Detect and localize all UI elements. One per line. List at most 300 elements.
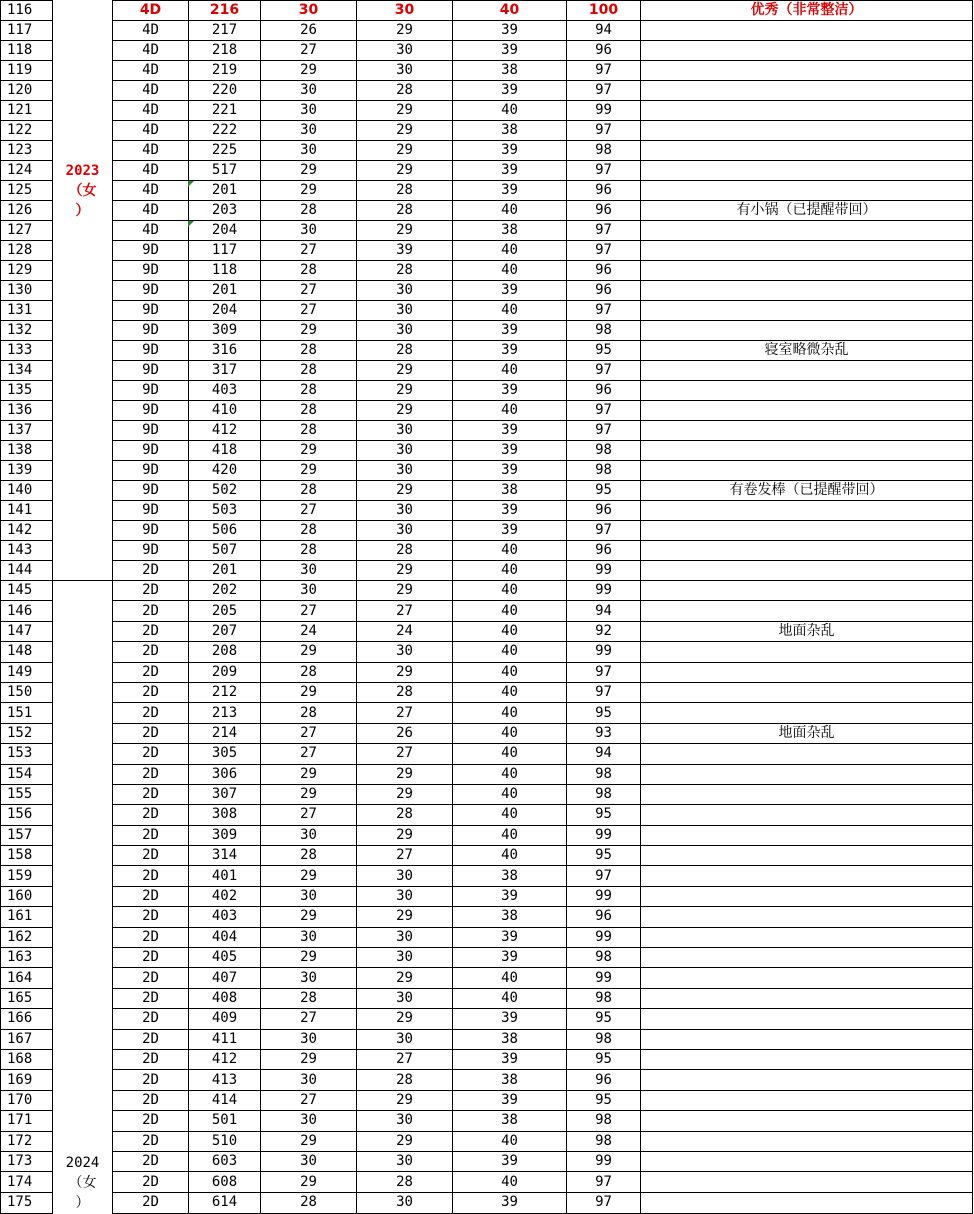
total-cell[interactable]: 94 [567, 744, 641, 764]
row-number-cell[interactable]: 165 [1, 988, 53, 1008]
building-cell[interactable]: 2D [113, 601, 189, 621]
row-number-cell[interactable]: 121 [1, 101, 53, 121]
building-cell[interactable]: 9D [113, 261, 189, 281]
score-a-cell[interactable]: 29 [261, 321, 357, 341]
score-b-cell[interactable]: 30 [357, 1111, 453, 1131]
building-cell[interactable]: 9D [113, 241, 189, 261]
score-c-cell[interactable]: 39 [453, 321, 567, 341]
building-cell[interactable]: 9D [113, 321, 189, 341]
score-b-cell[interactable]: 30 [357, 461, 453, 481]
score-c-cell[interactable]: 40 [453, 825, 567, 845]
building-cell[interactable]: 2D [113, 1172, 189, 1192]
score-b-cell[interactable]: 30 [357, 421, 453, 441]
total-cell[interactable]: 98 [567, 461, 641, 481]
remark-cell[interactable] [641, 361, 973, 381]
remark-cell[interactable] [641, 846, 973, 866]
remark-cell[interactable] [641, 825, 973, 845]
room-cell[interactable]: 309 [189, 321, 261, 341]
score-a-cell[interactable]: 28 [261, 201, 357, 221]
room-cell[interactable]: 412 [189, 421, 261, 441]
score-b-cell[interactable]: 39 [357, 241, 453, 261]
score-a-cell[interactable]: 27 [261, 1090, 357, 1110]
total-cell[interactable]: 95 [567, 481, 641, 501]
score-c-cell[interactable]: 39 [453, 181, 567, 201]
remark-cell[interactable] [641, 948, 973, 968]
room-cell[interactable]: 221 [189, 101, 261, 121]
score-b-cell[interactable]: 29 [357, 825, 453, 845]
score-b-cell[interactable]: 29 [357, 221, 453, 241]
room-cell[interactable]: 407 [189, 968, 261, 988]
room-cell[interactable]: 409 [189, 1009, 261, 1029]
total-cell[interactable]: 97 [567, 421, 641, 441]
score-a-cell[interactable]: 30 [261, 927, 357, 947]
remark-cell[interactable] [641, 121, 973, 141]
remark-cell[interactable] [641, 1151, 973, 1171]
score-c-cell[interactable]: 40 [453, 703, 567, 723]
remark-cell[interactable] [641, 61, 973, 81]
score-a-cell[interactable]: 29 [261, 948, 357, 968]
remark-cell[interactable]: 地面杂乱 [641, 621, 973, 641]
total-cell[interactable]: 97 [567, 662, 641, 682]
score-a-cell[interactable]: 28 [261, 261, 357, 281]
remark-cell[interactable] [641, 1192, 973, 1213]
row-number-cell[interactable]: 123 [1, 141, 53, 161]
building-cell[interactable]: 9D [113, 461, 189, 481]
building-cell[interactable]: 2D [113, 886, 189, 906]
remark-cell[interactable] [641, 541, 973, 561]
room-cell[interactable]: 201 [189, 181, 261, 201]
remark-cell[interactable] [641, 561, 973, 581]
score-a-cell[interactable]: 27 [261, 501, 357, 521]
total-cell[interactable]: 96 [567, 501, 641, 521]
room-cell[interactable]: 517 [189, 161, 261, 181]
score-c-cell[interactable]: 39 [453, 1049, 567, 1069]
total-cell[interactable]: 94 [567, 21, 641, 41]
score-b-cell[interactable]: 29 [357, 161, 453, 181]
total-cell[interactable]: 97 [567, 682, 641, 702]
score-c-cell[interactable]: 39 [453, 381, 567, 401]
row-number-cell[interactable]: 157 [1, 825, 53, 845]
row-number-cell[interactable]: 135 [1, 381, 53, 401]
score-c-cell[interactable]: 40 [453, 601, 567, 621]
room-cell[interactable]: 403 [189, 907, 261, 927]
remark-cell[interactable] [641, 141, 973, 161]
score-a-cell[interactable]: 27 [261, 1009, 357, 1029]
remark-cell[interactable] [641, 401, 973, 421]
score-c-cell[interactable]: 38 [453, 1111, 567, 1131]
score-c-cell[interactable]: 39 [453, 441, 567, 461]
score-c-cell[interactable]: 40 [453, 401, 567, 421]
score-c-cell[interactable]: 40 [453, 988, 567, 1008]
row-number-cell[interactable]: 132 [1, 321, 53, 341]
score-a-cell[interactable]: 28 [261, 381, 357, 401]
score-a-cell[interactable]: 28 [261, 662, 357, 682]
building-cell[interactable]: 2D [113, 907, 189, 927]
room-cell[interactable]: 502 [189, 481, 261, 501]
remark-cell[interactable] [641, 744, 973, 764]
remark-cell[interactable]: 有小锅（已提醒带回） [641, 201, 973, 221]
building-cell[interactable]: 2D [113, 846, 189, 866]
score-b-cell[interactable]: 29 [357, 481, 453, 501]
row-number-cell[interactable]: 158 [1, 846, 53, 866]
score-b-cell[interactable]: 28 [357, 805, 453, 825]
remark-cell[interactable] [641, 886, 973, 906]
remark-cell[interactable] [641, 1131, 973, 1151]
score-b-cell[interactable]: 29 [357, 764, 453, 784]
building-cell[interactable]: 4D [113, 21, 189, 41]
score-b-cell[interactable]: 24 [357, 621, 453, 641]
score-b-cell[interactable]: 30 [357, 301, 453, 321]
room-cell[interactable]: 218 [189, 41, 261, 61]
room-cell[interactable]: 205 [189, 601, 261, 621]
remark-cell[interactable] [641, 662, 973, 682]
row-number-cell[interactable]: 160 [1, 886, 53, 906]
row-number-cell[interactable]: 175 [1, 1192, 53, 1213]
building-cell[interactable]: 4D [113, 41, 189, 61]
score-c-cell[interactable]: 40 [453, 241, 567, 261]
score-a-cell[interactable]: 30 [261, 1151, 357, 1171]
score-b-cell[interactable]: 29 [357, 21, 453, 41]
score-a-cell[interactable]: 30 [261, 101, 357, 121]
score-b-cell[interactable]: 28 [357, 261, 453, 281]
total-cell[interactable]: 97 [567, 866, 641, 886]
total-cell[interactable]: 96 [567, 541, 641, 561]
score-b-cell[interactable]: 29 [357, 1131, 453, 1151]
remark-cell[interactable] [641, 1172, 973, 1192]
row-number-cell[interactable]: 170 [1, 1090, 53, 1110]
score-c-cell[interactable]: 40 [453, 642, 567, 662]
row-number-cell[interactable]: 166 [1, 1009, 53, 1029]
total-cell[interactable]: 97 [567, 1172, 641, 1192]
building-cell[interactable]: 4D [113, 61, 189, 81]
remark-cell[interactable] [641, 1111, 973, 1131]
total-cell[interactable]: 99 [567, 825, 641, 845]
row-number-cell[interactable]: 134 [1, 361, 53, 381]
score-b-cell[interactable]: 30 [357, 866, 453, 886]
score-a-cell[interactable]: 29 [261, 642, 357, 662]
score-c-cell[interactable]: 39 [453, 41, 567, 61]
score-c-cell[interactable]: 40 [453, 1, 567, 21]
total-cell[interactable]: 99 [567, 968, 641, 988]
row-number-cell[interactable]: 130 [1, 281, 53, 301]
score-c-cell[interactable]: 40 [453, 744, 567, 764]
room-cell[interactable]: 201 [189, 561, 261, 581]
total-cell[interactable]: 92 [567, 621, 641, 641]
row-number-cell[interactable]: 138 [1, 441, 53, 461]
remark-cell[interactable] [641, 281, 973, 301]
building-cell[interactable]: 4D [113, 201, 189, 221]
row-number-cell[interactable]: 140 [1, 481, 53, 501]
row-number-cell[interactable]: 128 [1, 241, 53, 261]
total-cell[interactable]: 95 [567, 846, 641, 866]
row-number-cell[interactable]: 148 [1, 642, 53, 662]
remark-cell[interactable] [641, 21, 973, 41]
score-b-cell[interactable]: 29 [357, 361, 453, 381]
room-cell[interactable]: 412 [189, 1049, 261, 1069]
score-a-cell[interactable]: 27 [261, 805, 357, 825]
room-cell[interactable]: 402 [189, 886, 261, 906]
total-cell[interactable]: 99 [567, 561, 641, 581]
score-a-cell[interactable]: 27 [261, 744, 357, 764]
room-cell[interactable]: 219 [189, 61, 261, 81]
building-cell[interactable]: 2D [113, 825, 189, 845]
room-cell[interactable]: 201 [189, 281, 261, 301]
total-cell[interactable]: 98 [567, 988, 641, 1008]
remark-cell[interactable] [641, 1049, 973, 1069]
score-a-cell[interactable]: 29 [261, 441, 357, 461]
score-c-cell[interactable]: 39 [453, 501, 567, 521]
score-b-cell[interactable]: 30 [357, 41, 453, 61]
building-cell[interactable]: 2D [113, 968, 189, 988]
remark-cell[interactable] [641, 321, 973, 341]
total-cell[interactable]: 97 [567, 81, 641, 101]
score-b-cell[interactable]: 29 [357, 907, 453, 927]
room-cell[interactable]: 401 [189, 866, 261, 886]
row-number-cell[interactable]: 127 [1, 221, 53, 241]
row-number-cell[interactable]: 143 [1, 541, 53, 561]
room-cell[interactable]: 501 [189, 1111, 261, 1131]
score-a-cell[interactable]: 30 [261, 1070, 357, 1090]
room-cell[interactable]: 216 [189, 1, 261, 21]
score-c-cell[interactable]: 40 [453, 682, 567, 702]
score-a-cell[interactable]: 30 [261, 825, 357, 845]
score-b-cell[interactable]: 29 [357, 968, 453, 988]
row-number-cell[interactable]: 171 [1, 1111, 53, 1131]
building-cell[interactable]: 4D [113, 161, 189, 181]
score-b-cell[interactable]: 30 [357, 521, 453, 541]
row-number-cell[interactable]: 116 [1, 1, 53, 21]
score-c-cell[interactable]: 40 [453, 784, 567, 804]
room-cell[interactable]: 207 [189, 621, 261, 641]
score-c-cell[interactable]: 38 [453, 121, 567, 141]
room-cell[interactable]: 614 [189, 1192, 261, 1213]
remark-cell[interactable] [641, 241, 973, 261]
score-a-cell[interactable]: 29 [261, 461, 357, 481]
building-cell[interactable]: 2D [113, 581, 189, 601]
score-a-cell[interactable]: 28 [261, 988, 357, 1008]
total-cell[interactable]: 98 [567, 784, 641, 804]
score-b-cell[interactable]: 29 [357, 662, 453, 682]
row-number-cell[interactable]: 141 [1, 501, 53, 521]
building-cell[interactable]: 9D [113, 381, 189, 401]
score-a-cell[interactable]: 30 [261, 81, 357, 101]
building-cell[interactable]: 2D [113, 1009, 189, 1029]
row-number-cell[interactable]: 118 [1, 41, 53, 61]
score-b-cell[interactable]: 27 [357, 846, 453, 866]
remark-cell[interactable] [641, 907, 973, 927]
building-cell[interactable]: 4D [113, 101, 189, 121]
remark-cell[interactable] [641, 988, 973, 1008]
row-number-cell[interactable]: 129 [1, 261, 53, 281]
score-c-cell[interactable]: 39 [453, 1192, 567, 1213]
score-b-cell[interactable]: 29 [357, 784, 453, 804]
remark-cell[interactable] [641, 501, 973, 521]
row-number-cell[interactable]: 163 [1, 948, 53, 968]
row-number-cell[interactable]: 164 [1, 968, 53, 988]
remark-cell[interactable] [641, 581, 973, 601]
remark-cell[interactable]: 有卷发棒（已提醒带回） [641, 481, 973, 501]
total-cell[interactable]: 100 [567, 1, 641, 21]
score-b-cell[interactable]: 27 [357, 744, 453, 764]
building-cell[interactable]: 9D [113, 301, 189, 321]
score-c-cell[interactable]: 40 [453, 764, 567, 784]
score-a-cell[interactable]: 28 [261, 421, 357, 441]
room-cell[interactable]: 203 [189, 201, 261, 221]
row-number-cell[interactable]: 154 [1, 764, 53, 784]
room-cell[interactable]: 410 [189, 401, 261, 421]
score-a-cell[interactable]: 30 [261, 221, 357, 241]
room-cell[interactable]: 507 [189, 541, 261, 561]
building-cell[interactable]: 2D [113, 948, 189, 968]
score-b-cell[interactable]: 30 [357, 1151, 453, 1171]
building-cell[interactable]: 2D [113, 1070, 189, 1090]
score-b-cell[interactable]: 29 [357, 561, 453, 581]
total-cell[interactable]: 96 [567, 261, 641, 281]
score-b-cell[interactable]: 30 [357, 927, 453, 947]
score-c-cell[interactable]: 38 [453, 221, 567, 241]
row-number-cell[interactable]: 172 [1, 1131, 53, 1151]
remark-cell[interactable] [641, 703, 973, 723]
score-b-cell[interactable]: 30 [357, 1029, 453, 1049]
score-a-cell[interactable]: 30 [261, 1, 357, 21]
row-number-cell[interactable]: 167 [1, 1029, 53, 1049]
room-cell[interactable]: 317 [189, 361, 261, 381]
room-cell[interactable]: 608 [189, 1172, 261, 1192]
remark-cell[interactable] [641, 81, 973, 101]
building-cell[interactable]: 2D [113, 866, 189, 886]
score-b-cell[interactable]: 28 [357, 201, 453, 221]
score-c-cell[interactable]: 39 [453, 161, 567, 181]
score-b-cell[interactable]: 27 [357, 601, 453, 621]
score-c-cell[interactable]: 39 [453, 1151, 567, 1171]
score-a-cell[interactable]: 28 [261, 1192, 357, 1213]
score-c-cell[interactable]: 39 [453, 461, 567, 481]
room-cell[interactable]: 418 [189, 441, 261, 461]
score-a-cell[interactable]: 30 [261, 561, 357, 581]
score-c-cell[interactable]: 38 [453, 907, 567, 927]
building-cell[interactable]: 4D [113, 141, 189, 161]
total-cell[interactable]: 96 [567, 181, 641, 201]
score-b-cell[interactable]: 29 [357, 1090, 453, 1110]
total-cell[interactable]: 95 [567, 1049, 641, 1069]
remark-cell[interactable] [641, 642, 973, 662]
row-number-cell[interactable]: 146 [1, 601, 53, 621]
score-b-cell[interactable]: 30 [357, 642, 453, 662]
score-a-cell[interactable]: 29 [261, 682, 357, 702]
remark-cell[interactable] [641, 221, 973, 241]
building-cell[interactable]: 2D [113, 744, 189, 764]
score-a-cell[interactable]: 27 [261, 241, 357, 261]
remark-cell[interactable] [641, 261, 973, 281]
score-c-cell[interactable]: 40 [453, 361, 567, 381]
total-cell[interactable]: 96 [567, 201, 641, 221]
total-cell[interactable]: 98 [567, 441, 641, 461]
room-cell[interactable]: 420 [189, 461, 261, 481]
group-label-cell[interactable] [53, 1, 113, 581]
row-number-cell[interactable]: 151 [1, 703, 53, 723]
score-c-cell[interactable]: 40 [453, 261, 567, 281]
row-number-cell[interactable]: 156 [1, 805, 53, 825]
score-c-cell[interactable]: 40 [453, 968, 567, 988]
building-cell[interactable]: 9D [113, 401, 189, 421]
score-b-cell[interactable]: 28 [357, 81, 453, 101]
row-number-cell[interactable]: 144 [1, 561, 53, 581]
score-c-cell[interactable]: 39 [453, 521, 567, 541]
row-number-cell[interactable]: 126 [1, 201, 53, 221]
remark-cell[interactable] [641, 381, 973, 401]
score-b-cell[interactable]: 29 [357, 141, 453, 161]
room-cell[interactable]: 405 [189, 948, 261, 968]
score-a-cell[interactable]: 29 [261, 784, 357, 804]
room-cell[interactable]: 408 [189, 988, 261, 1008]
total-cell[interactable]: 96 [567, 41, 641, 61]
score-a-cell[interactable]: 30 [261, 1029, 357, 1049]
building-cell[interactable]: 4D [113, 1, 189, 21]
score-c-cell[interactable]: 39 [453, 421, 567, 441]
total-cell[interactable]: 93 [567, 723, 641, 743]
room-cell[interactable]: 305 [189, 744, 261, 764]
total-cell[interactable]: 97 [567, 401, 641, 421]
room-cell[interactable]: 214 [189, 723, 261, 743]
row-number-cell[interactable]: 161 [1, 907, 53, 927]
row-number-cell[interactable]: 155 [1, 784, 53, 804]
remark-cell[interactable]: 地面杂乱 [641, 723, 973, 743]
score-b-cell[interactable]: 30 [357, 886, 453, 906]
remark-cell[interactable]: 寝室略微杂乱 [641, 341, 973, 361]
room-cell[interactable]: 309 [189, 825, 261, 845]
score-c-cell[interactable]: 40 [453, 101, 567, 121]
room-cell[interactable]: 510 [189, 1131, 261, 1151]
building-cell[interactable]: 9D [113, 361, 189, 381]
total-cell[interactable]: 97 [567, 241, 641, 261]
row-number-cell[interactable]: 169 [1, 1070, 53, 1090]
score-c-cell[interactable]: 40 [453, 621, 567, 641]
score-c-cell[interactable]: 39 [453, 1009, 567, 1029]
building-cell[interactable]: 9D [113, 341, 189, 361]
remark-cell[interactable] [641, 421, 973, 441]
building-cell[interactable]: 2D [113, 1090, 189, 1110]
score-a-cell[interactable]: 29 [261, 1049, 357, 1069]
building-cell[interactable]: 9D [113, 281, 189, 301]
score-c-cell[interactable]: 38 [453, 61, 567, 81]
building-cell[interactable]: 2D [113, 1111, 189, 1131]
total-cell[interactable]: 95 [567, 1009, 641, 1029]
remark-cell[interactable] [641, 461, 973, 481]
building-cell[interactable]: 2D [113, 703, 189, 723]
total-cell[interactable]: 99 [567, 642, 641, 662]
score-a-cell[interactable]: 30 [261, 886, 357, 906]
row-number-cell[interactable]: 139 [1, 461, 53, 481]
room-cell[interactable]: 213 [189, 703, 261, 723]
score-b-cell[interactable]: 30 [357, 1, 453, 21]
row-number-cell[interactable]: 117 [1, 21, 53, 41]
score-c-cell[interactable]: 39 [453, 1090, 567, 1110]
room-cell[interactable]: 220 [189, 81, 261, 101]
total-cell[interactable]: 97 [567, 521, 641, 541]
score-b-cell[interactable]: 28 [357, 181, 453, 201]
row-number-cell[interactable]: 125 [1, 181, 53, 201]
remark-cell[interactable]: 优秀（非常整洁） [641, 1, 973, 21]
room-cell[interactable]: 225 [189, 141, 261, 161]
room-cell[interactable]: 204 [189, 221, 261, 241]
score-a-cell[interactable]: 29 [261, 161, 357, 181]
building-cell[interactable]: 2D [113, 784, 189, 804]
score-b-cell[interactable]: 30 [357, 321, 453, 341]
building-cell[interactable]: 2D [113, 764, 189, 784]
row-number-cell[interactable]: 168 [1, 1049, 53, 1069]
room-cell[interactable]: 414 [189, 1090, 261, 1110]
score-c-cell[interactable]: 38 [453, 481, 567, 501]
